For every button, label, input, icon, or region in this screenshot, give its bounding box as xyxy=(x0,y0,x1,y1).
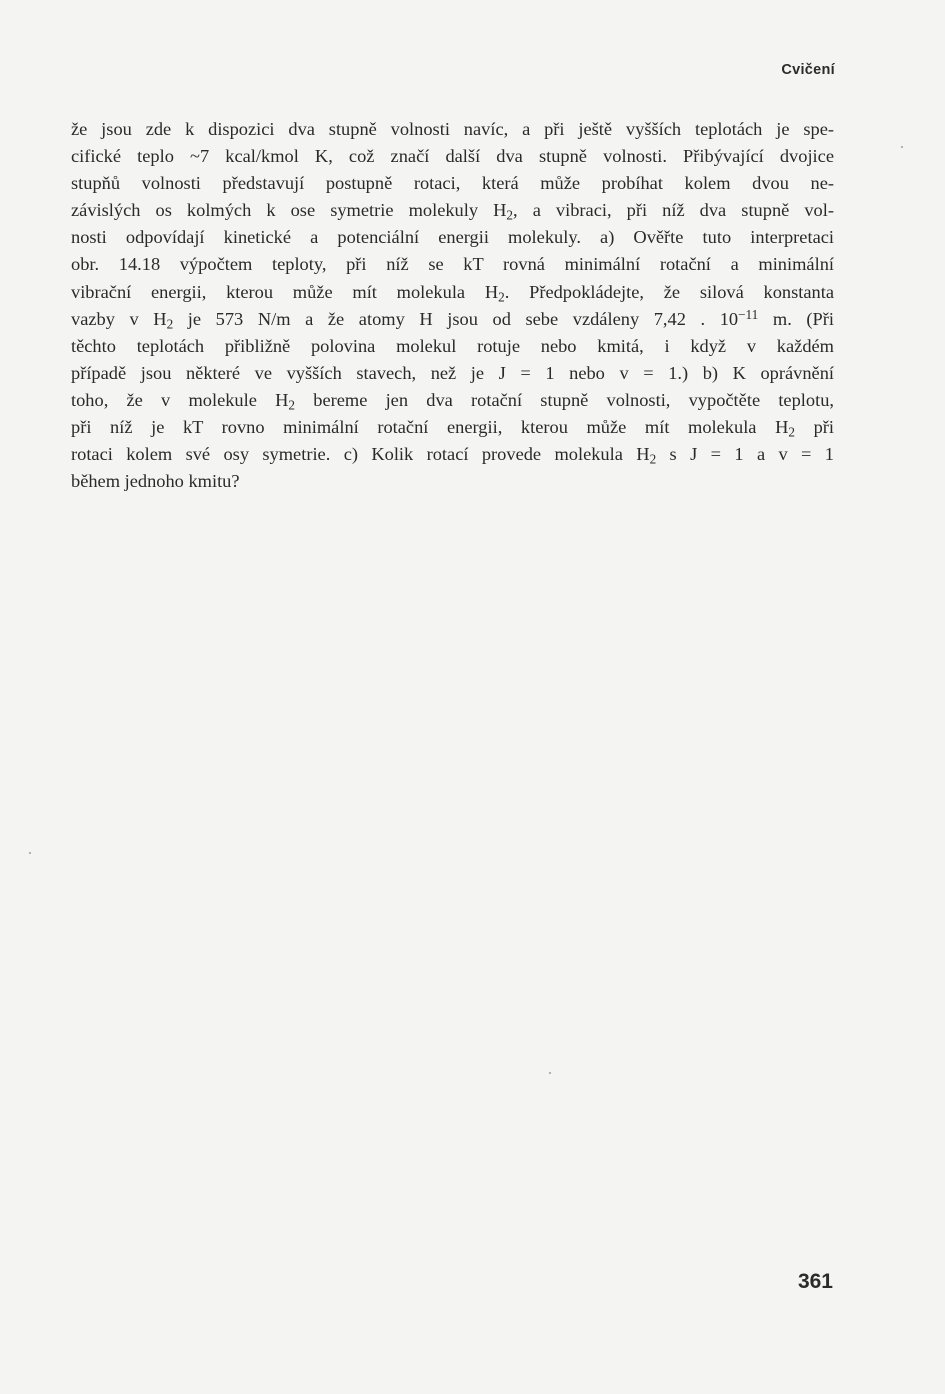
running-head: Cvičení xyxy=(781,62,835,78)
subscript: 2 xyxy=(498,289,505,305)
scan-speck xyxy=(549,1072,551,1074)
text-line: případě jsou některé ve vyšších stavech, než je J = 1 nebo v = 1.) b) K oprávnění xyxy=(71,362,834,383)
text-line: toho, že v molekule $H_2$ bereme jen dva rotační stupně volnosti, vypočtěte teplotu, xyxy=(71,389,834,413)
scan-speck xyxy=(901,146,903,148)
subscript: 2 xyxy=(166,316,174,332)
text-line: vazby v $H_2$ je 573 N/m a že atomy H jsou od sebe vzdáleny 7,42 . $10^{-11}$ m. (Při xyxy=(71,306,834,332)
text-line: rotaci kolem své osy symetrie. c) Kolik rotací provede molekula $H_2$ s J = 1 a v = 1 xyxy=(71,444,834,467)
subscript: 2 xyxy=(649,451,657,467)
text-line: závislých os kolmých k ose symetrie molekuly $H_2$, a vibraci, při níž dva stupně vol- xyxy=(71,200,834,223)
text-line: nosti odpovídají kinetické a potenciální energii molekuly. a) Ověřte tuto interpretaci xyxy=(71,227,834,248)
text-line: vibrační energii, kterou může mít molekula $H_2$. Předpokládejte, že silová konstanta xyxy=(71,281,834,305)
subscript: 2 xyxy=(788,424,795,440)
text-line: během jednoho kmitu? xyxy=(71,471,240,492)
text-line: cifické teplo ~7 kcal/kmol K, což značí další dva stupně volnosti. Přibývající dvojice xyxy=(71,146,834,167)
text-line: při níž je kT rovno minimální rotační energii, kterou může mít molekula $H_2$ při xyxy=(71,417,835,440)
page-number: 361 xyxy=(797,1270,833,1293)
subscript: 2 xyxy=(506,207,514,223)
scan-speck xyxy=(29,852,31,854)
subscript: 2 xyxy=(288,397,296,413)
exercise-text xyxy=(71,116,834,495)
text-line: stupňů volnosti představují postupně rotaci, která může probíhat kolem dvou ne- xyxy=(71,173,834,194)
text-line: že jsou zde k dispozici dva stupně volnosti navíc, a při ještě vyšších teplotách je spe- xyxy=(71,119,834,139)
text-line: těchto teplotách přibližně polovina molekul rotuje nebo kmitá, i když v každém xyxy=(71,335,834,356)
text-line: obr. 14.18 výpočtem teploty, při níž se kT rovná minimální rotační a minimální xyxy=(71,254,834,275)
superscript: −11 xyxy=(738,306,759,322)
